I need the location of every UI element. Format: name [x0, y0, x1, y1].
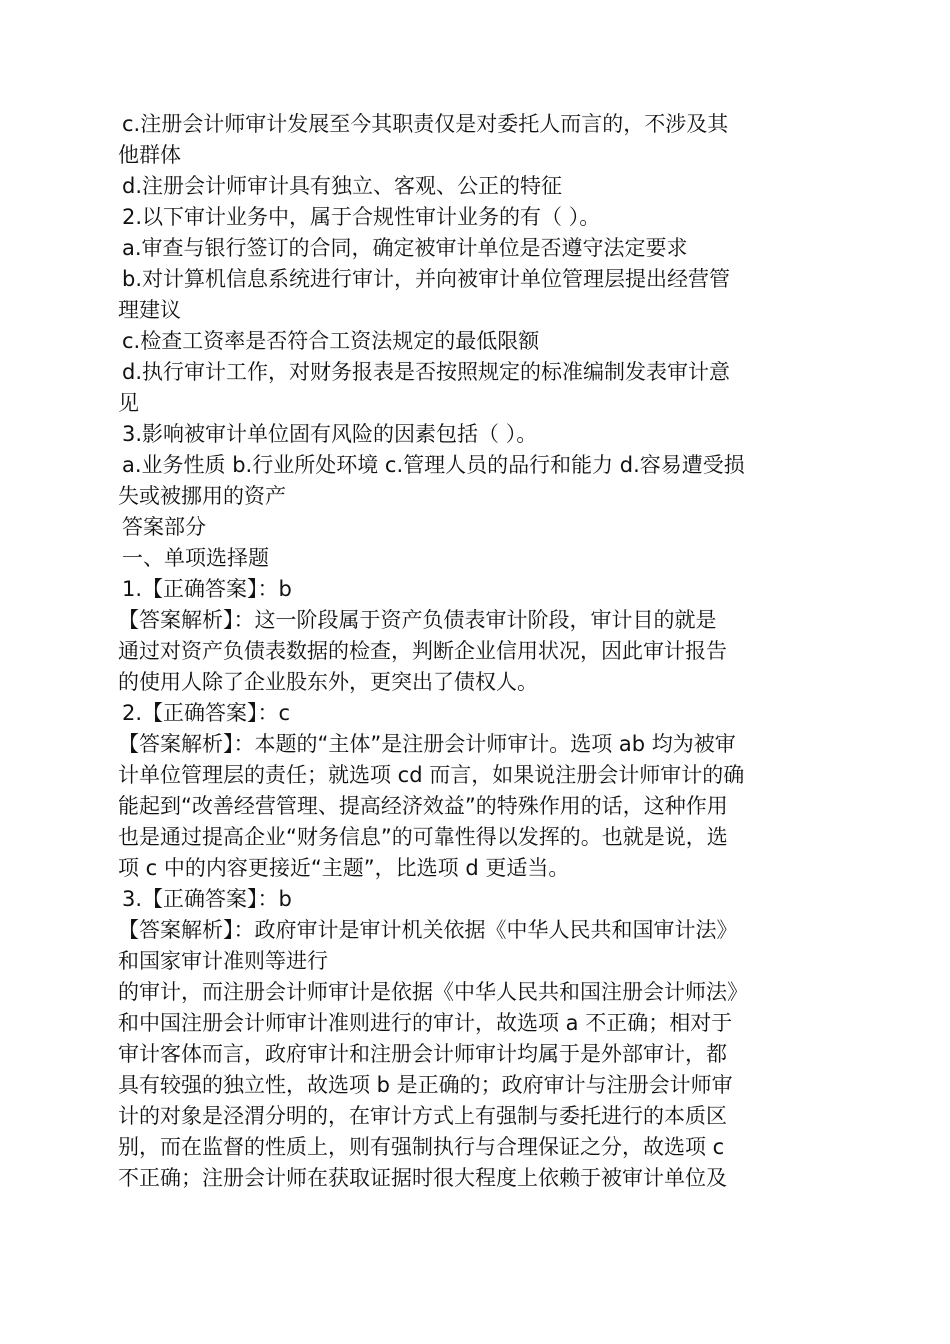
- text-line: 【答案解析】：政府审计是审计机关依据《中华人民共和国审计法》: [118, 918, 738, 942]
- text-line: 2.以下审计业务中，属于合规性审计业务的有（ ）。: [122, 205, 601, 229]
- text-line: 通过对资产负债表数据的检查，判断企业信用状况，因此审计报告: [118, 639, 727, 663]
- text-line: 和国家审计准则等进行: [118, 949, 328, 973]
- text-line: 别，而在监督的性质上，则有强制执行与合理保证之分，故选项 c: [118, 1135, 725, 1159]
- document-page: [118, 109, 878, 1194]
- text-line: 2.【正确答案】：c: [122, 701, 291, 725]
- text-line: 失或被挪用的资产: [118, 484, 286, 508]
- text-line: c.注册会计师审计发展至今其职责仅是对委托人而言的，不涉及其: [122, 112, 729, 136]
- text-line: 3.【正确答案】：b: [122, 887, 292, 911]
- text-line: c.检查工资率是否符合工资法规定的最低限额: [122, 329, 540, 353]
- text-line: 的使用人除了企业股东外，更突出了债权人。: [118, 670, 538, 694]
- text-line: d.注册会计师审计具有独立、客观、公正的特征: [122, 174, 563, 198]
- text-line: 3.影响被审计单位固有风险的因素包括（ ）。: [122, 422, 538, 446]
- text-line: 他群体: [118, 143, 181, 167]
- text-line: b.对计算机信息系统进行审计，并向被审计单位管理层提出经营管: [122, 267, 731, 291]
- text-line: 见: [118, 391, 139, 415]
- text-line: 一、单项选择题: [122, 546, 269, 570]
- text-line: 计单位管理层的责任；就选项 cd 而言，如果说注册会计师审计的确: [118, 763, 745, 787]
- text-line: 理建议: [118, 298, 181, 322]
- text-line: 的审计，而注册会计师审计是依据《中华人民共和国注册会计师法》: [118, 980, 748, 1004]
- text-line: 和中国注册会计师审计准则进行的审计，故选项 a 不正确；相对于: [118, 1011, 733, 1035]
- text-line: 项 c 中的内容更接近“主题”，比选项 d 更适当。: [118, 856, 570, 880]
- text-line: 不正确；注册会计师在获取证据时很大程度上依赖于被审计单位及: [118, 1166, 727, 1190]
- text-line: 具有较强的独立性，故选项 b 是正确的；政府审计与注册会计师审: [118, 1073, 733, 1097]
- text-line: 1.【正确答案】：b: [122, 577, 292, 601]
- text-line: 答案部分: [122, 515, 206, 539]
- text-line: 审计客体而言，政府审计和注册会计师审计均属于是外部审计，都: [118, 1042, 727, 1066]
- text-line: a.业务性质 b.行业所处环境 c.管理人员的品行和能力 d.容易遭受损: [122, 453, 745, 477]
- text-line: 计的对象是泾渭分明的，在审计方式上有强制与委托进行的本质区: [118, 1104, 727, 1128]
- text-line: 【答案解析】：这一阶段属于资产负债表审计阶段，审计目的就是: [118, 608, 717, 632]
- text-line: 【答案解析】：本题的“主体”是注册会计师审计。选项 ab 均为被审: [118, 732, 736, 756]
- text-line: a.审查与银行签订的合同，确定被审计单位是否遵守法定要求: [122, 236, 688, 260]
- text-line: d.执行审计工作，对财务报表是否按照规定的标准编制发表审计意: [122, 360, 731, 384]
- text-line: 能起到“改善经营管理、提高经济效益”的特殊作用的话，这种作用: [118, 794, 728, 818]
- text-line: 也是通过提高企业“财务信息”的可靠性得以发挥的。也就是说，选: [118, 825, 728, 849]
